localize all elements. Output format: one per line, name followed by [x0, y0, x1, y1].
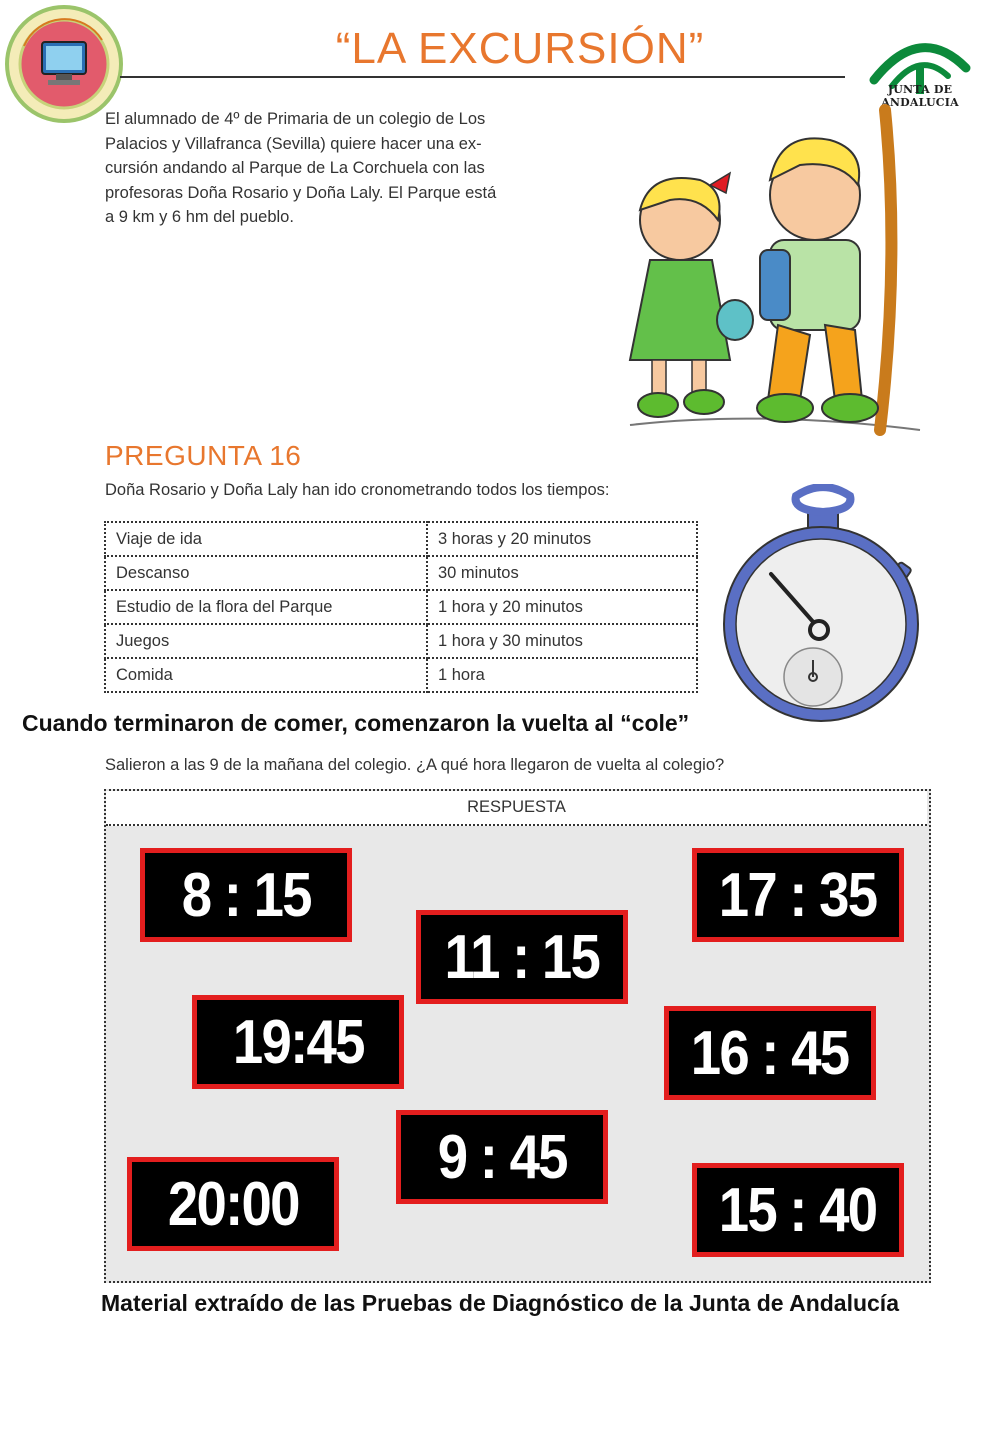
junta-andalucia-label: JUNTA DE ANDALUCIA: [881, 83, 959, 109]
activity-cell: Estudio de la flora del Parque: [105, 590, 427, 624]
table-row: [105, 590, 697, 624]
answer-header: RESPUESTA: [106, 791, 927, 826]
answer-option[interactable]: [396, 1110, 608, 1204]
source-footer: Material extraído de las Pruebas de Diagnóstico de la Junta de Andalucía: [101, 1290, 899, 1316]
activity-cell: Viaje de ida: [105, 522, 427, 556]
title-underline: [120, 76, 845, 78]
duration-cell: 1 hora y 20 minutos: [427, 590, 697, 624]
activity-cell: Juegos: [105, 624, 427, 658]
answer-option[interactable]: [416, 910, 628, 1004]
question-title: PREGUNTA 16: [105, 440, 302, 471]
answer-option[interactable]: [127, 1157, 339, 1251]
answer-option-label: 11 : 15: [444, 922, 600, 992]
answer-option[interactable]: [664, 1006, 876, 1100]
stopwatch-icon: [716, 484, 931, 724]
answer-option-label: 19:45: [232, 1007, 364, 1077]
activity-cell: Comida: [105, 658, 427, 692]
table-row: [105, 658, 697, 692]
times-table: [104, 521, 698, 693]
intro-paragraph: [105, 107, 575, 230]
table-row: [105, 522, 697, 556]
answer-option[interactable]: [692, 1163, 904, 1257]
answer-option[interactable]: [140, 848, 352, 942]
answer-option-label: 17 : 35: [719, 860, 877, 930]
question-text: Doña Rosario y Doña Laly han ido cronometrando todos los tiempos:: [105, 481, 610, 499]
duration-cell: 1 hora y 30 minutos: [427, 624, 697, 658]
intro-line: a 9 km y 6 hm del pueblo.: [105, 208, 294, 226]
intro-line: Palacios y Villafranca (Sevilla) quiere hacer una ex-: [105, 134, 482, 153]
answer-option-label: 9 : 45: [437, 1122, 567, 1192]
answer-option-label: 20:00: [167, 1169, 299, 1239]
answer-option-label: 8 : 15: [181, 860, 311, 930]
table-row: [105, 624, 697, 658]
question2-text: Salieron a las 9 de la mañana del colegio. ¿A qué hora llegaron de vuelta al colegio?: [105, 756, 725, 774]
answer-option[interactable]: [192, 995, 404, 1089]
answer-option[interactable]: [692, 848, 904, 942]
duration-cell: 1 hora: [427, 658, 697, 692]
intro-line: El alumnado de 4º de Primaria de un colegio de Los: [105, 110, 486, 128]
intro-line: cursión andando al Parque de La Corchuela con las: [105, 159, 485, 177]
duration-cell: 30 minutos: [427, 556, 697, 590]
answer-option-label: 15 : 40: [719, 1175, 877, 1245]
activity-cell: Descanso: [105, 556, 427, 590]
duration-cell: 3 horas y 20 minutos: [427, 522, 697, 556]
page-title: “LA EXCURSIÓN”: [335, 24, 705, 73]
table-row: [105, 556, 697, 590]
intro-line: profesoras Doña Rosario y Doña Laly. El Parque está: [105, 183, 497, 202]
hiking-kids-illustration: [600, 100, 930, 440]
blog-logo: [4, 4, 124, 124]
statement-text: Cuando terminaron de comer, comenzaron la vuelta al “cole”: [22, 710, 690, 736]
answer-option-label: 16 : 45: [691, 1018, 849, 1088]
